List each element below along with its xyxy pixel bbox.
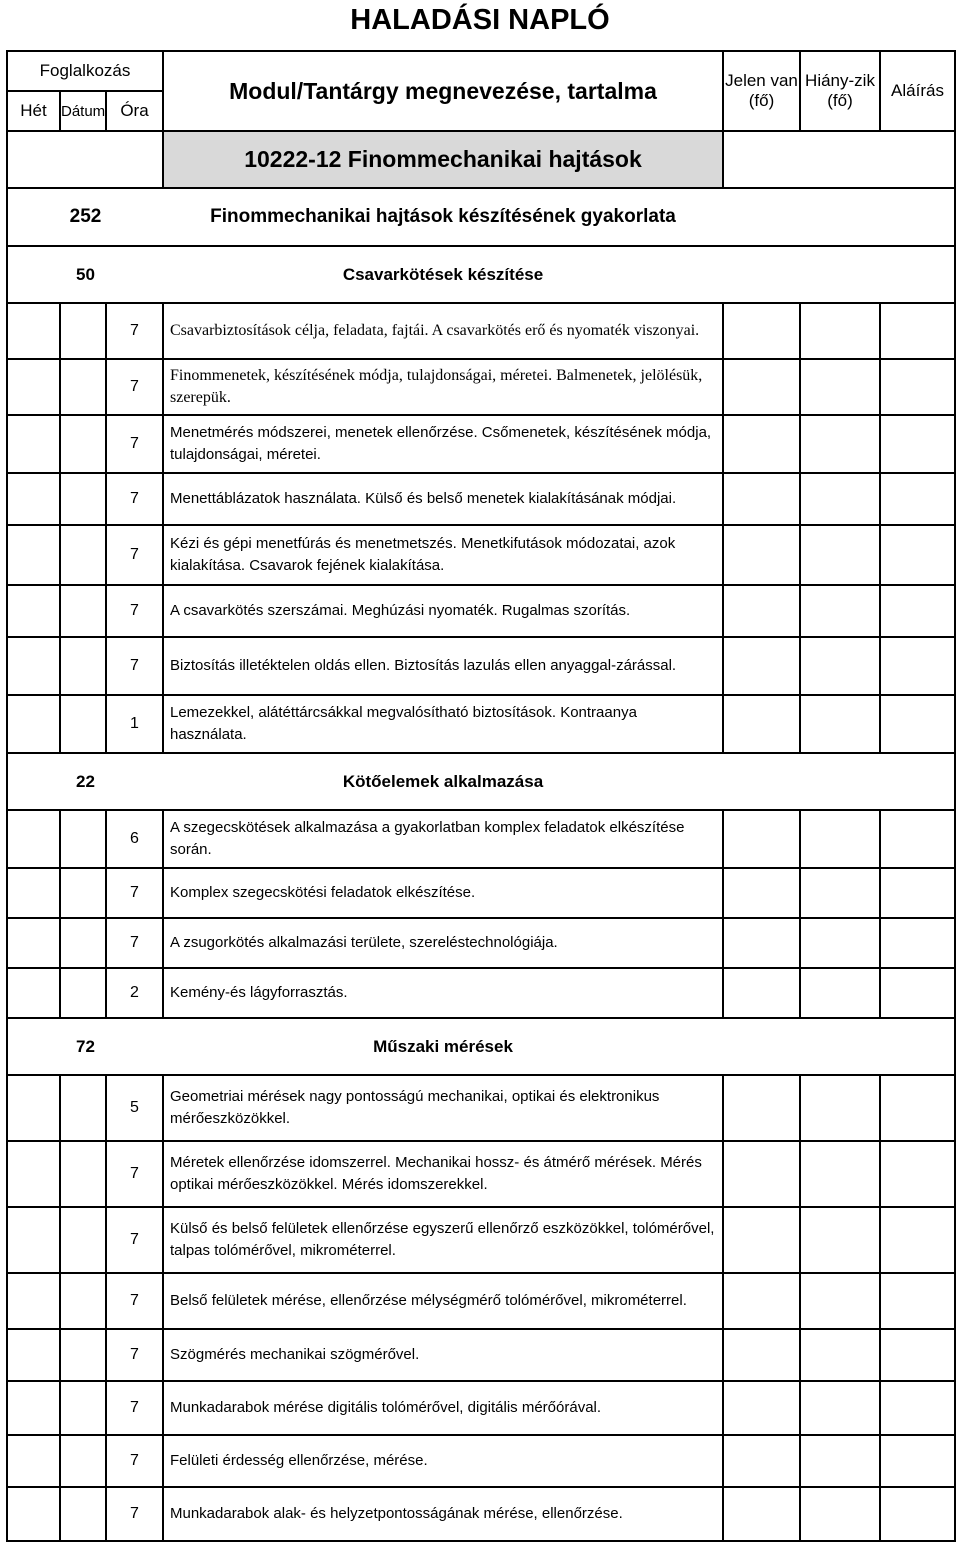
log-row	[7, 1487, 955, 1541]
present-cell[interactable]	[723, 303, 800, 359]
signature-cell[interactable]	[880, 968, 955, 1018]
item-hours: 1	[106, 695, 163, 753]
header-jelen: Jelen van (fő)	[723, 51, 800, 131]
absent-cell[interactable]	[800, 473, 880, 525]
absent-cell[interactable]	[800, 1075, 880, 1141]
week-cell[interactable]	[7, 303, 60, 359]
item-hours: 7	[106, 525, 163, 585]
log-row	[7, 1435, 955, 1487]
absent-cell[interactable]	[800, 1487, 880, 1541]
date-cell[interactable]	[60, 918, 106, 968]
absent-cell[interactable]	[800, 303, 880, 359]
signature-cell[interactable]	[880, 359, 955, 415]
item-hours: 7	[106, 1207, 163, 1273]
signature-cell[interactable]	[880, 473, 955, 525]
present-cell[interactable]	[723, 1435, 800, 1487]
week-cell[interactable]	[7, 473, 60, 525]
log-row	[7, 918, 955, 968]
absent-cell[interactable]	[800, 525, 880, 585]
absent-cell[interactable]	[800, 1435, 880, 1487]
present-cell[interactable]	[723, 359, 800, 415]
date-cell[interactable]	[60, 810, 106, 868]
item-hours: 7	[106, 585, 163, 637]
log-row	[7, 1141, 955, 1207]
topic-hours: 22	[7, 753, 163, 810]
page-title: HALADÁSI NAPLÓ	[350, 4, 610, 36]
present-cell[interactable]	[723, 695, 800, 753]
item-content: Felületi érdesség ellenőrzése, mérése.	[163, 1435, 723, 1487]
week-cell[interactable]	[7, 637, 60, 695]
item-content: Geometriai mérések nagy pontosságú mechanikai, optikai és elektronikus mérőeszközökkel.	[163, 1075, 723, 1141]
absent-cell[interactable]	[800, 1381, 880, 1435]
item-content: Méretek ellenőrzése idomszerrel. Mechanikai hossz- és átmérő mérések. Mérés optikai mérőeszközökkel. Mérés idomszerekkel.	[163, 1141, 723, 1207]
item-hours: 7	[106, 1381, 163, 1435]
header-modul: Modul/Tantárgy megnevezése, tartalma	[163, 51, 723, 131]
item-content: Szögmérés mechanikai szögmérővel.	[163, 1329, 723, 1381]
item-content: Finommenetek, készítésének módja, tulajdonságai, méretei. Balmenetek, jelölésük, szerepük.	[163, 359, 723, 415]
topic-hours: 72	[7, 1018, 163, 1075]
absent-cell[interactable]	[800, 585, 880, 637]
date-cell[interactable]	[60, 1487, 106, 1541]
date-cell[interactable]	[60, 525, 106, 585]
topic-title: Csavarkötések készítése	[163, 246, 723, 303]
item-hours: 7	[106, 359, 163, 415]
item-content: A zsugorkötés alkalmazási területe, szereléstechnológiája.	[163, 918, 723, 968]
log-row	[7, 968, 955, 1018]
log-row	[7, 1075, 955, 1141]
week-cell[interactable]	[7, 968, 60, 1018]
header-datum: Dátum	[60, 91, 106, 131]
present-cell[interactable]	[723, 868, 800, 918]
log-row	[7, 868, 955, 918]
date-cell[interactable]	[60, 868, 106, 918]
present-cell[interactable]	[723, 968, 800, 1018]
week-cell[interactable]	[7, 1435, 60, 1487]
item-hours: 2	[106, 968, 163, 1018]
absent-cell[interactable]	[800, 1207, 880, 1273]
log-row	[7, 415, 955, 473]
absent-cell[interactable]	[800, 1141, 880, 1207]
date-cell[interactable]	[60, 415, 106, 473]
absent-cell[interactable]	[800, 1273, 880, 1329]
present-cell[interactable]	[723, 1273, 800, 1329]
absent-cell[interactable]	[800, 415, 880, 473]
item-hours: 7	[106, 1487, 163, 1541]
week-cell[interactable]	[7, 1329, 60, 1381]
item-content: A csavarkötés szerszámai. Meghúzási nyomaték. Rugalmas szorítás.	[163, 585, 723, 637]
item-content: Kemény-és lágyforrasztás.	[163, 968, 723, 1018]
header-alairas: Aláírás	[880, 51, 955, 131]
item-hours: 7	[106, 303, 163, 359]
subject-hours: 252	[7, 188, 163, 246]
item-content: Menettáblázatok használata. Külső és belső menetek kialakításának módjai.	[163, 473, 723, 525]
date-cell[interactable]	[60, 1075, 106, 1141]
week-cell[interactable]	[7, 1487, 60, 1541]
log-row	[7, 525, 955, 585]
absent-cell[interactable]	[800, 637, 880, 695]
present-cell[interactable]	[723, 1075, 800, 1141]
signature-cell[interactable]	[880, 303, 955, 359]
week-cell[interactable]	[7, 585, 60, 637]
absent-cell[interactable]	[800, 359, 880, 415]
absent-cell[interactable]	[800, 968, 880, 1018]
date-cell[interactable]	[60, 695, 106, 753]
signature-cell[interactable]	[880, 918, 955, 968]
header-foglalkozas: Foglalkozás	[7, 51, 163, 91]
item-hours: 7	[106, 1273, 163, 1329]
log-row	[7, 1329, 955, 1381]
topic-title: Műszaki mérések	[163, 1018, 723, 1075]
item-hours: 7	[106, 1435, 163, 1487]
item-hours: 7	[106, 868, 163, 918]
week-cell[interactable]	[7, 1075, 60, 1141]
date-cell[interactable]	[60, 1435, 106, 1487]
progress-log-table	[6, 50, 956, 1542]
week-cell[interactable]	[7, 359, 60, 415]
module-title: 10222-12 Finommechanikai hajtások	[163, 131, 723, 188]
present-cell[interactable]	[723, 473, 800, 525]
date-cell[interactable]	[60, 637, 106, 695]
date-cell[interactable]	[60, 1273, 106, 1329]
item-content: Lemezekkel, alátéttárcsákkal megvalósítható biztosítások. Kontraanya használata.	[163, 695, 723, 753]
item-content: Belső felületek mérése, ellenőrzése mélységmérő tolómérővel, mikrométerrel.	[163, 1273, 723, 1329]
signature-cell[interactable]	[880, 868, 955, 918]
present-cell[interactable]	[723, 525, 800, 585]
header-ora: Óra	[106, 91, 163, 131]
log-row	[7, 473, 955, 525]
item-hours: 7	[106, 415, 163, 473]
week-cell[interactable]	[7, 1381, 60, 1435]
header-hiany: Hiány-zik (fő)	[800, 51, 880, 131]
present-cell[interactable]	[723, 637, 800, 695]
date-cell[interactable]	[60, 585, 106, 637]
absent-cell[interactable]	[800, 1329, 880, 1381]
item-content: Biztosítás illetéktelen oldás ellen. Biztosítás lazulás ellen anyaggal-zárással.	[163, 637, 723, 695]
absent-cell[interactable]	[800, 695, 880, 753]
item-content: A szegecskötések alkalmazása a gyakorlatban komplex feladatok elkészítése során.	[163, 810, 723, 868]
date-cell[interactable]	[60, 473, 106, 525]
item-hours: 7	[106, 637, 163, 695]
log-row	[7, 585, 955, 637]
date-cell[interactable]	[60, 1381, 106, 1435]
week-cell[interactable]	[7, 525, 60, 585]
present-cell[interactable]	[723, 1141, 800, 1207]
signature-cell[interactable]	[880, 695, 955, 753]
date-cell[interactable]	[60, 303, 106, 359]
absent-cell[interactable]	[800, 868, 880, 918]
signature-cell[interactable]	[880, 1207, 955, 1273]
signature-cell[interactable]	[880, 1141, 955, 1207]
present-cell[interactable]	[723, 810, 800, 868]
signature-cell[interactable]	[880, 585, 955, 637]
signature-cell[interactable]	[880, 415, 955, 473]
item-hours: 7	[106, 473, 163, 525]
item-content: Menetmérés módszerei, menetek ellenőrzése. Csőmenetek, készítésének módja, tulajdonságai, méretei.	[163, 415, 723, 473]
absent-cell[interactable]	[800, 918, 880, 968]
topic-hours: 50	[7, 246, 163, 303]
item-hours: 7	[106, 1329, 163, 1381]
week-cell[interactable]	[7, 1207, 60, 1273]
date-cell[interactable]	[60, 968, 106, 1018]
item-content: Csavarbiztosítások célja, feladata, fajtái. A csavarkötés erő és nyomaték viszonyai.	[163, 303, 723, 359]
signature-cell[interactable]	[880, 810, 955, 868]
log-row	[7, 1273, 955, 1329]
signature-cell[interactable]	[880, 1075, 955, 1141]
item-content: Munkadarabok alak- és helyzetpontosságának mérése, ellenőrzése.	[163, 1487, 723, 1541]
week-cell[interactable]	[7, 810, 60, 868]
log-row	[7, 359, 955, 415]
signature-cell[interactable]	[880, 1487, 955, 1541]
signature-cell[interactable]	[880, 525, 955, 585]
log-row	[7, 1381, 955, 1435]
topic-row	[7, 246, 955, 303]
topic-title: Kötőelemek alkalmazása	[163, 753, 723, 810]
absent-cell[interactable]	[800, 810, 880, 868]
topic-row	[7, 753, 955, 810]
signature-cell[interactable]	[880, 1435, 955, 1487]
header-het: Hét	[7, 91, 60, 131]
item-content: Kézi és gépi menetfúrás és menetmetszés. Menetkifutások módozatai, azok kialakítása. Csavarok fejének kialakítása.	[163, 525, 723, 585]
signature-cell[interactable]	[880, 1381, 955, 1435]
item-hours: 5	[106, 1075, 163, 1141]
signature-cell[interactable]	[880, 637, 955, 695]
log-row	[7, 637, 955, 695]
week-cell[interactable]	[7, 1273, 60, 1329]
date-cell[interactable]	[60, 1141, 106, 1207]
item-content: Munkadarabok mérése digitális tolómérővel, digitális mérőórával.	[163, 1381, 723, 1435]
log-row	[7, 695, 955, 753]
week-cell[interactable]	[7, 415, 60, 473]
log-row	[7, 810, 955, 868]
week-cell[interactable]	[7, 868, 60, 918]
present-cell[interactable]	[723, 1487, 800, 1541]
subject-title: Finommechanikai hajtások készítésének gyakorlata	[163, 188, 723, 246]
date-cell[interactable]	[60, 1207, 106, 1273]
item-hours: 6	[106, 810, 163, 868]
item-content: Külső és belső felületek ellenőrzése egyszerű ellenőrző eszközökkel, tolómérővel, talpas tolómérővel, mikrométerrel.	[163, 1207, 723, 1273]
present-cell[interactable]	[723, 1381, 800, 1435]
date-cell[interactable]	[60, 1329, 106, 1381]
week-cell[interactable]	[7, 695, 60, 753]
signature-cell[interactable]	[880, 1273, 955, 1329]
week-cell[interactable]	[7, 1141, 60, 1207]
date-cell[interactable]	[60, 359, 106, 415]
item-hours: 7	[106, 1141, 163, 1207]
present-cell[interactable]	[723, 1207, 800, 1273]
item-hours: 7	[106, 918, 163, 968]
present-cell[interactable]	[723, 1329, 800, 1381]
log-row	[7, 303, 955, 359]
topic-row	[7, 1018, 955, 1075]
item-content: Komplex szegecskötési feladatok elkészítése.	[163, 868, 723, 918]
present-cell[interactable]	[723, 585, 800, 637]
present-cell[interactable]	[723, 415, 800, 473]
signature-cell[interactable]	[880, 1329, 955, 1381]
log-row	[7, 1207, 955, 1273]
present-cell[interactable]	[723, 918, 800, 968]
week-cell[interactable]	[7, 918, 60, 968]
